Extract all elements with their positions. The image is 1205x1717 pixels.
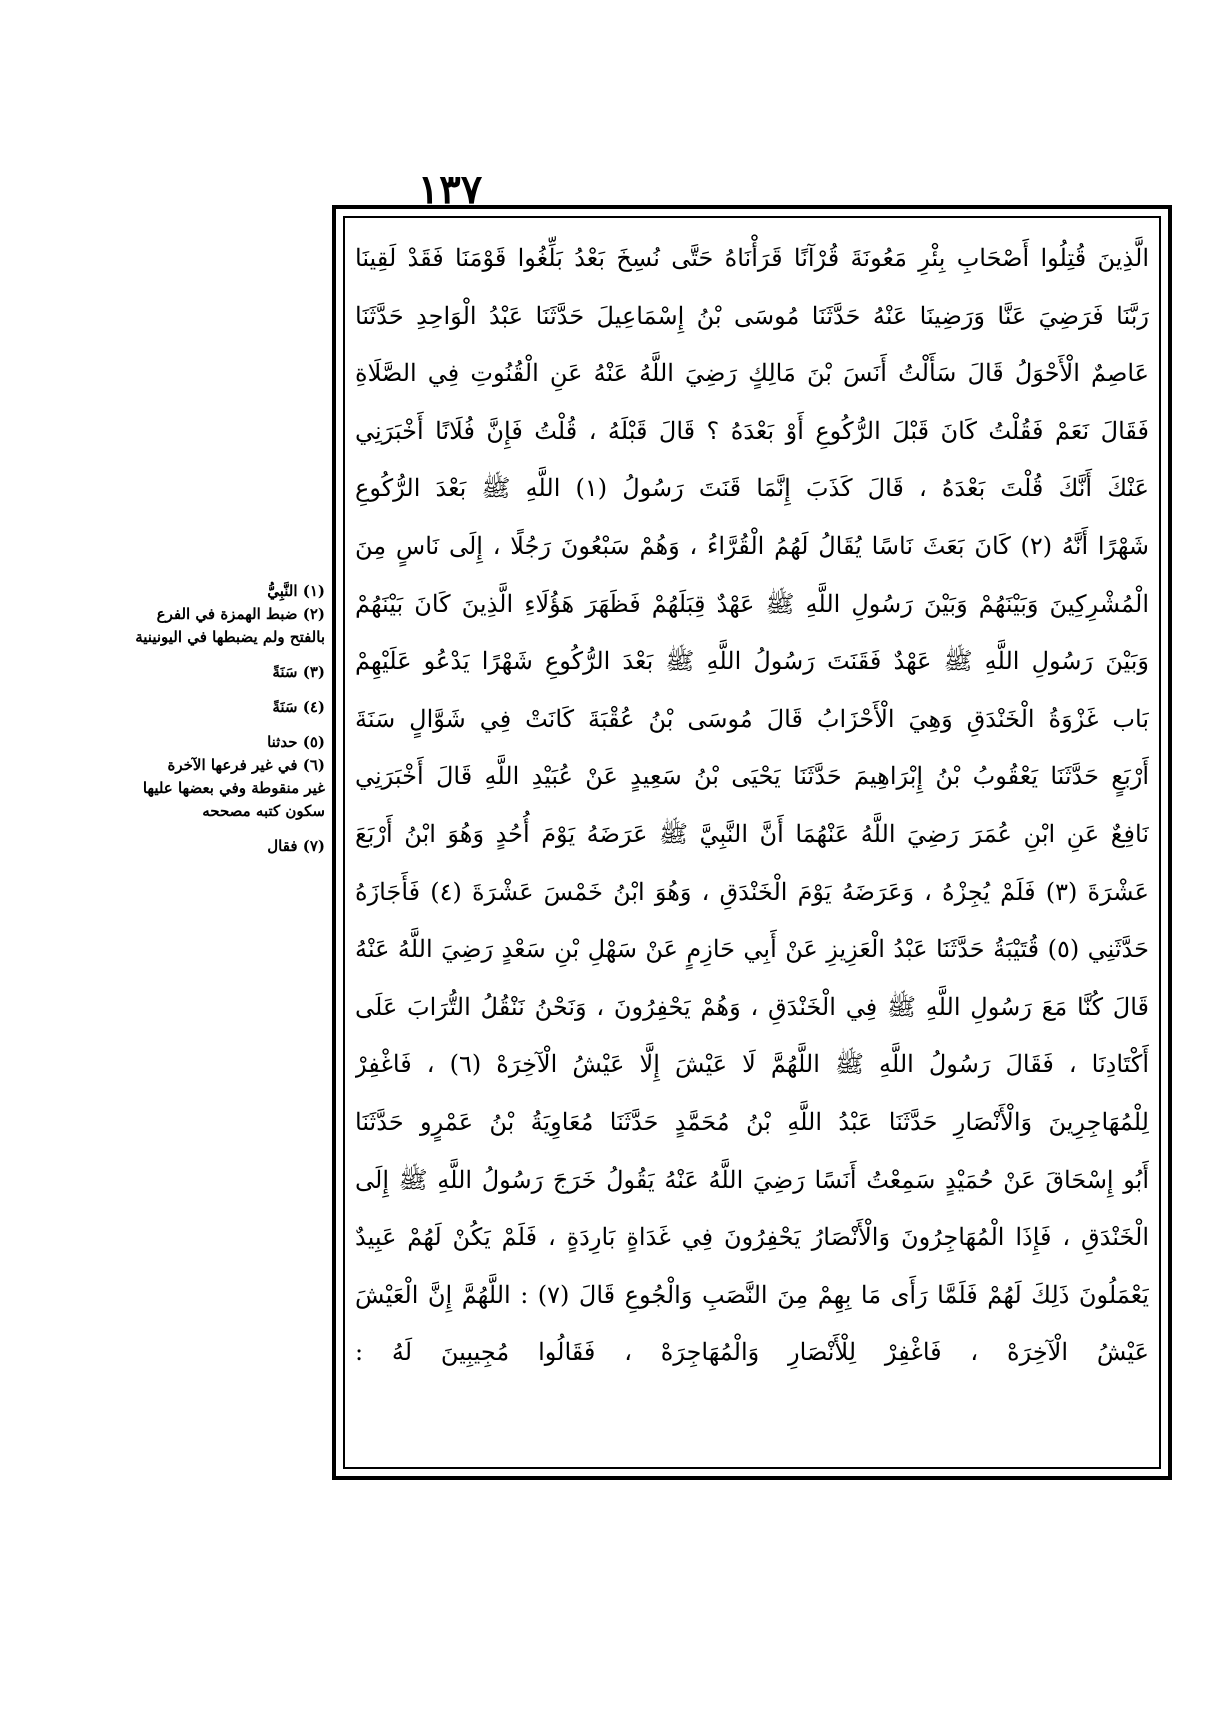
- margin-notes: [135, 580, 325, 858]
- text-line: حَدَّثَنِي (٥) قُتَيْبَةُ حَدَّثَنَا عَبْدُ الْعَزِيزِ عَنْ أَبِي حَازِمٍ عَنْ سَهْلِ بْنِ سَعْدٍ رَضِيَ اللَّهُ عَنْهُ: [355, 935, 1149, 964]
- text-line: رَبَّنَا فَرَضِيَ عَنَّا وَرَضِينَا عَنْهُ حَدَّثَنَا مُوسَى بْنُ إِسْمَاعِيلَ حَدَّثَنَا عَبْدُ الْوَاحِدِ حَدَّثَنَا: [355, 301, 1149, 330]
- margin-note: (٦) في غير فرعها الآخرة: [167, 756, 325, 774]
- text-line: شَهْرًا أَنَّهُ (٢) كَانَ بَعَثَ نَاسًا يُقَالُ لَهُمُ الْقُرَّاءُ ، وَهُمْ سَبْعُونَ رَجُلًا ، إِلَى نَاسٍ مِنَ: [355, 531, 1149, 560]
- text-line: قَالَ كُنَّا مَعَ رَسُولِ اللَّهِ ﷺ فِي الْخَنْدَقِ ، وَهُمْ يَحْفِرُونَ ، وَنَحْنُ نَنْقُلُ التُّرَابَ عَلَى: [355, 992, 1149, 1021]
- note-spacer: [145, 719, 325, 731]
- text-line: الَّذِينَ قُتِلُوا أَصْحَابِ بِئْرِ مَعُونَةَ قُرْآنًا قَرَأْنَاهُ حَتَّى نُسِخَ بَعْدُ بَلِّغُوا قَوْمَنَا فَقَدْ لَقِينَا: [355, 244, 1149, 272]
- margin-note: بالفتح ولم يضبطها في اليونينية: [135, 628, 325, 646]
- margin-note: غير منقوطة وفي بعضها عليها: [142, 779, 325, 797]
- chapter-heading-line: بَاب غَزْوَةُ الْخَنْدَقِ وَهِيَ الْأَحْزَابُ قَالَ مُوسَى بْنُ عُقْبَةَ كَانَتْ فِي شَوَّالٍ سَنَةَ: [355, 704, 1149, 733]
- text-line: أَبُو إِسْحَاقَ عَنْ حُمَيْدٍ سَمِعْتُ أَنَسًا رَضِيَ اللَّهُ عَنْهُ يَقُولُ خَرَجَ رَسُولُ اللَّهِ ﷺ إِلَى: [355, 1165, 1149, 1194]
- page-number: ١٣٧: [417, 166, 483, 213]
- main-text-block: [355, 230, 1149, 1460]
- margin-note: (٥) حدثنا: [267, 733, 325, 751]
- margin-note: (٧) فقال: [267, 837, 325, 855]
- text-line: عَشْرَةَ (٣) فَلَمْ يُجِزْهُ ، وَعَرَضَهُ يَوْمَ الْخَنْدَقِ ، وَهُوَ ابْنُ خَمْسَ عَشْرَةَ (٤) فَأَجَازَهُ: [355, 877, 1149, 906]
- text-line: الْخَنْدَقِ ، فَإِذَا الْمُهَاجِرُونَ وَالْأَنْصَارُ يَحْفِرُونَ فِي غَدَاةٍ بَارِدَةٍ ، فَلَمْ يَكُنْ لَهُمْ عَبِيدٌ: [355, 1223, 1149, 1252]
- note-spacer: [145, 684, 325, 696]
- text-line: عَاصِمٌ الْأَحْوَلُ قَالَ سَأَلْتُ أَنَسَ بْنَ مَالِكٍ رَضِيَ اللَّهُ عَنْهُ عَنِ الْقُنُوتِ فِي الصَّلَاةِ: [355, 359, 1149, 388]
- text-line: عَيْشُ الْآخِرَهْ ، فَاغْفِرْ لِلْأَنْصَارِ وَالْمُهَاجِرَهْ ، فَقَالُوا مُجِيبِينَ لَهُ :: [355, 1338, 1149, 1367]
- margin-note: (٣) سَنَةً: [272, 663, 325, 681]
- note-spacer: [145, 649, 325, 661]
- text-line: وَبَيْنَ رَسُولِ اللَّهِ ﷺ عَهْدٌ فَقَنَتَ رَسُولُ اللَّهِ ﷺ بَعْدَ الرُّكُوعِ شَهْرًا يَدْعُو عَلَيْهِمْ: [355, 647, 1149, 676]
- note-spacer: [145, 823, 325, 835]
- text-line: فَقَالَ نَعَمْ فَقُلْتُ كَانَ قَبْلَ الرُّكُوعِ أَوْ بَعْدَهُ ؟ قَالَ قَبْلَهُ ، قُلْتُ فَإِنَّ فُلَانًا أَخْبَرَنِي: [355, 416, 1149, 445]
- text-line: نَافِعٌ عَنِ ابْنِ عُمَرَ رَضِيَ اللَّهُ عَنْهُمَا أَنَّ النَّبِيَّ ﷺ عَرَضَهُ يَوْمَ أُحُدٍ وَهُوَ ابْنُ أَرْبَعَ: [355, 819, 1149, 848]
- text-line: الْمُشْرِكِينَ وَبَيْنَهُمْ وَبَيْنَ رَسُولِ اللَّهِ ﷺ عَهْدٌ قِبَلَهُمْ فَظَهَرَ هَؤُلَاءِ الَّذِينَ كَانَ بَيْنَهُمْ: [355, 589, 1149, 618]
- text-line: عَنْكَ أَنَّكَ قُلْتَ بَعْدَهُ ، قَالَ كَذَبَ إِنَّمَا قَنَتَ رَسُولُ (١) اللَّهِ ﷺ بَعْدَ الرُّكُوعِ: [355, 474, 1149, 503]
- text-line: لِلْمُهَاجِرِينَ وَالْأَنْصَارِ حَدَّثَنَا عَبْدُ اللَّهِ بْنُ مُحَمَّدٍ حَدَّثَنَا مُعَاوِيَةُ بْنُ عَمْرٍو حَدَّثَنَا: [355, 1107, 1149, 1136]
- margin-note: (١) النَّبِيُّ: [267, 582, 325, 600]
- text-line: أَرْبَعٍ حَدَّثَنَا يَعْقُوبُ بْنُ إِبْرَاهِيمَ حَدَّثَنَا يَحْيَى بْنُ سَعِيدٍ عَنْ عُبَيْدِ اللَّهِ قَالَ أَخْبَرَنِي: [355, 762, 1149, 791]
- text-line: يَعْمَلُونَ ذَلِكَ لَهُمْ فَلَمَّا رَأَى مَا بِهِمْ مِنَ النَّصَبِ وَالْجُوعِ قَالَ (٧) : اللَّهُمَّ إِنَّ الْعَيْشَ: [355, 1280, 1149, 1309]
- margin-note: (٤) سَنَةً: [272, 698, 325, 716]
- margin-note: (٢) ضبط الهمزة في الفرع: [156, 605, 325, 623]
- margin-note: سكون كتبه مصححه: [202, 802, 325, 820]
- text-line: أَكْتَادِنَا ، فَقَالَ رَسُولُ اللَّهِ ﷺ اللَّهُمَّ لَا عَيْشَ إِلَّا عَيْشُ الْآخِرَهْ (٦) ، فَاغْفِرْ: [355, 1050, 1149, 1079]
